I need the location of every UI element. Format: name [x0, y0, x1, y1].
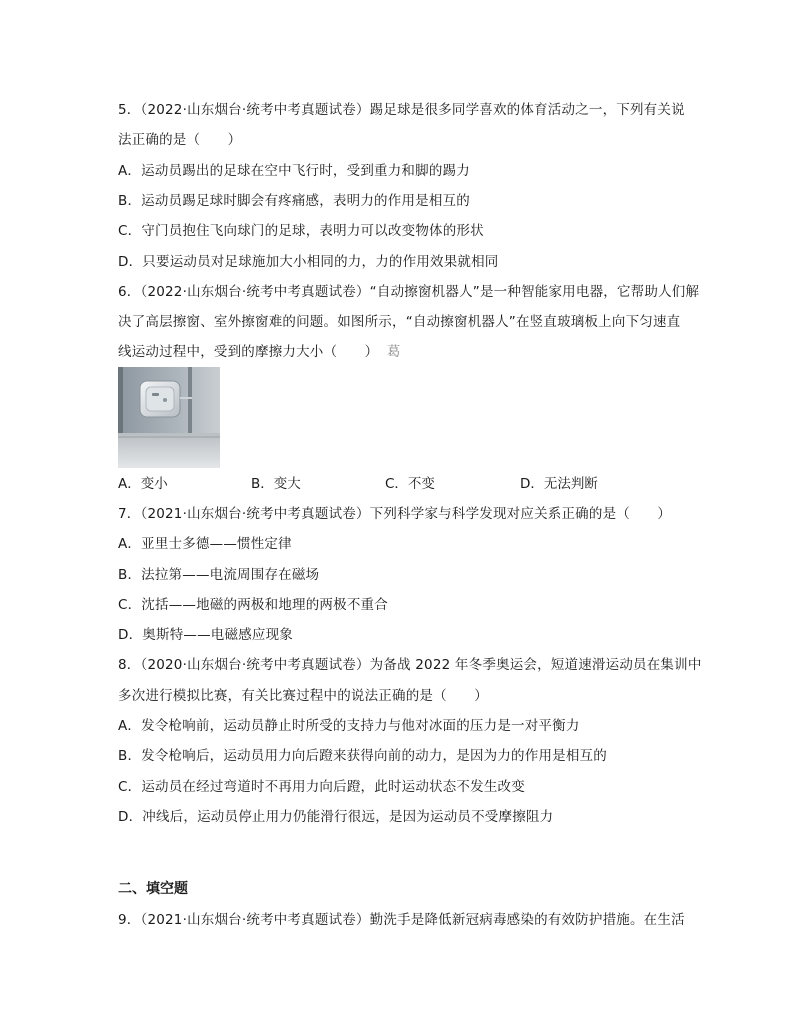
- q6-stem-line3: [118, 343, 401, 361]
- q6-stem-line1: 6．（2022·山东烟台·统考中考真题试卷）“自动擦窗机器人”是一种智能家用电器，它帮助人们解: [118, 284, 700, 300]
- window-cleaning-robot-image: [118, 367, 220, 468]
- q7-option-b: B．法拉第——电流周围存在磁场: [118, 567, 320, 583]
- q6-option-b: B．变大: [251, 476, 301, 492]
- q6-option-a: A．变小: [118, 476, 168, 492]
- q6-stem-line2: 决了高层擦窗、室外擦窗难的问题。如图所示，“自动擦窗机器人”在竖直玻璃板上向下匀速直: [118, 314, 681, 330]
- q7-option-d: D．奥斯特——电磁感应现象: [118, 627, 293, 643]
- q5-stem-line2: 法正确的是（ ）: [118, 132, 242, 148]
- q8-stem-line1: 8．（2020·山东烟台·统考中考真题试卷）为备战 2022 年冬季奥运会，短道速滑运动员在集训中: [118, 657, 702, 673]
- q5-option-d: D．只要运动员对足球施加大小相同的力，力的作用效果就相同: [118, 254, 499, 270]
- q6-stem-text: 线运动过程中，受到的摩擦力大小（ ）: [118, 344, 379, 360]
- q6-option-d: D．无法判断: [520, 476, 598, 492]
- q8-option-a: A．发令枪响前，运动员静止时所受的支持力与他对冰面的压力是一对平衡力: [118, 718, 580, 734]
- q6-option-c: C．不变: [385, 476, 435, 492]
- q5-option-b: B．运动员踢足球时脚会有疼痛感，表明力的作用是相互的: [118, 193, 470, 209]
- q5-option-a: A．运动员踢出的足球在空中飞行时，受到重力和脚的踢力: [118, 163, 470, 179]
- q7-stem-line1: 7．（2021·山东烟台·统考中考真题试卷）下列科学家与科学发现对应关系正确的是（ ）: [118, 506, 672, 522]
- q8-option-d: D．冲线后，运动员停止用力仍能滑行很远，是因为运动员不受摩擦阻力: [118, 809, 554, 825]
- q8-option-b: B．发令枪响后，运动员用力向后蹬来获得向前的动力，是因为力的作用是相互的: [118, 748, 607, 764]
- q5-option-c: C．守门员抱住飞向球门的足球，表明力可以改变物体的形状: [118, 223, 484, 239]
- q8-option-c: C．运动员在经过弯道时不再用力向后蹬，此时运动状态不发生改变: [118, 779, 525, 795]
- q7-option-a: A．亚里士多德——惯性定律: [118, 536, 292, 552]
- section-title-fill-in: 二、填空题: [118, 881, 188, 897]
- q9-stem-line1: 9．（2021·山东烟台·统考中考真题试卷）勤洗手是降低新冠病毒感染的有效防护措施。在生活: [118, 912, 685, 928]
- q5-stem-line1: 5．（2022·山东烟台·统考中考真题试卷）踢足球是很多同学喜欢的体育活动之一，下列有关说: [118, 102, 685, 118]
- q6-stray-char: 葛: [386, 344, 401, 360]
- q7-option-c: C．沈括——地磁的两极和地理的两极不重合: [118, 597, 388, 613]
- q8-stem-line2: 多次进行模拟比赛，有关比赛过程中的说法正确的是（ ）: [118, 688, 488, 704]
